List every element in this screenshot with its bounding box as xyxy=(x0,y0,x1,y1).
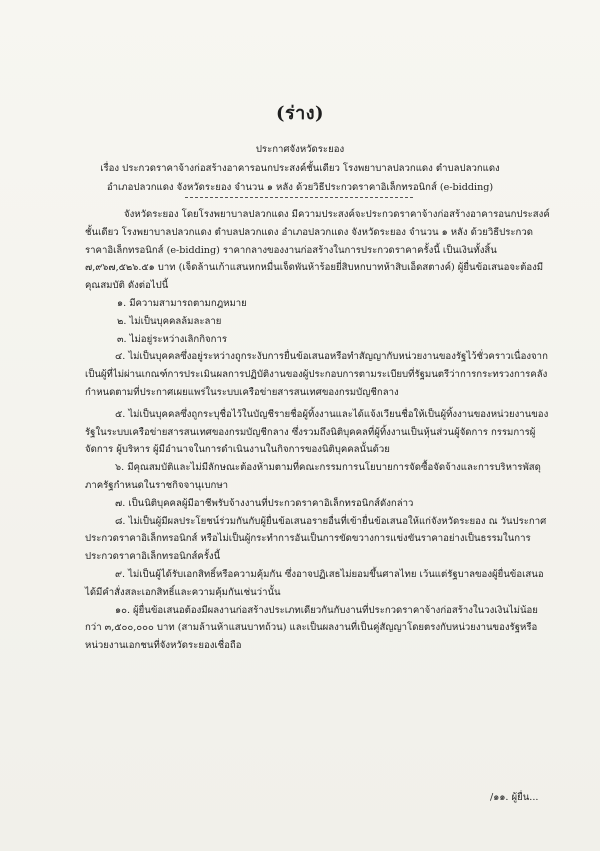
continuation-note: /๑๑. ผู้ยื่น... xyxy=(490,792,539,803)
list-item-6: ๖. มีคุณสมบัติและไม่มีลักษณะต้องห้ามตามที่คณะกรรมการนโยบายการจัดซื้อจัดจ้างและการบริหารพัสดุภาครัฐกำหนดในราชกิจจานุเบกษา xyxy=(85,462,541,491)
list-item-7: ๗. เป็นนิติบุคคลผู้มีอาชีพรับจ้างงานที่ประกวดราคาอิเล็กทรอนิกส์ดังกล่าว xyxy=(115,497,414,509)
list-item-10: ๑๐. ผู้ยื่นข้อเสนอต้องมีผลงานก่อสร้างประเภทเดียวกันกับงานที่ประกวดราคาจ้างก่อสร้างในวงเงินไม่น้อยกว่า ๓,๕๐๐,๐๐๐ บาท (สามล้านห้าแสนบาทถ้วน) และเป็นผลงานที่เป็นคู่สัญญาโดยตรงกับหน่วยงานของรัฐหรือหน่วยงานเอกชนที่จังหวัดระยองเชื่อถือ xyxy=(85,604,538,652)
list-item-9: ๙. ไม่เป็นผู้ได้รับเอกสิทธิ์หรือความคุ้มกัน ซึ่งอาจปฏิเสธไม่ยอมขึ้นศาลไทย เว้นแต่รัฐบาลของผู้ยื่นข้อเสนอได้มีคำสั่งสละเอกสิทธิ์และความคุ้มกันเช่นว่านั้น xyxy=(85,568,544,598)
draft-title: (ร่าง) xyxy=(275,103,325,124)
subject-line: เรื่อง ประกวดราคาจ้างก่อสร้างอาคารอนกประสงค์ชั้นเดียว โรงพยาบาลปลวกแดง ตำบลปลวกแดง xyxy=(100,163,500,174)
announcement-body xyxy=(85,206,550,655)
subject-line-2: อำเภอปลวกแดง จังหวัดระยอง จำนวน ๑ หลัง ด้วยวิธีประกวดราคาอิเล็กทรอนิกส์ (e-bidding) xyxy=(106,182,494,193)
list-item-3: ๓. ไม่อยู่ระหว่างเลิกกิจการ xyxy=(117,333,228,345)
list-item-5: ๕. ไม่เป็นบุคคลซึ่งถูกระบุชื่อไว้ในบัญชีรายชื่อผู้ทิ้งงานและได้แจ้งเวียนชื่อให้เป็นผู้ทิ้งงานของหน่วยงานของรัฐในระบบเครือข่ายสารสนเทศของกรมบัญชีกลาง ซึ่งรวมถึงนิติบุคคลที่ผู้ทิ้งงานเป็นหุ้นส่วนผู้จัดการ กรรมการผู้จัดการ ผู้บริหาร ผู้มีอำนาจในการดำเนินงานในกิจการของนิติบุคคลนั้นด้วย xyxy=(85,408,549,456)
list-item-8: ๘. ไม่เป็นผู้มีผลประโยชน์ร่วมกันกับผู้ยื่นข้อเสนอรายอื่นที่เข้ายื่นข้อเสนอให้แก่จังหวัดระยอง ณ วันประกาศประกวดราคาอิเล็กทรอนิกส์ หรือไม่เป็นผู้กระทำการอันเป็นการขัดขวางการแข่งขันราคาอย่างเป็นธรรมในการประกวดราคาอิเล็กทรอนิกส์ครั้งนี้ xyxy=(85,515,547,563)
issuer-line: ประกาศจังหวัดระยอง xyxy=(255,144,345,155)
divider xyxy=(185,197,413,198)
list-item-4: ๔. ไม่เป็นบุคคลซึ่งอยู่ระหว่างถูกระงับการยื่นข้อเสนอหรือทำสัญญากับหน่วยงานของรัฐไว้ชั่วคราวเนื่องจากเป็นผู้ที่ไม่ผ่านเกณฑ์การประเมินผลการปฏิบัติงานของผู้ประกอบการตามระเบียบที่รัฐมนตรีว่าการกระทรวงการคลังกำหนดตามที่ประกาศเผยแพร่ในระบบเครือข่ายสารสนเทศของกรมบัญชีกลาง xyxy=(85,351,548,398)
announcement-header xyxy=(60,140,540,197)
intro-paragraph: จังหวัดระยอง โดยโรงพยาบาลปลวกแดง มีความประสงค์จะประกวดราคาจ้างก่อสร้างอาคารอนกประสงค์ชั้นเดียว โรงพยาบาลปลวกแดง ตำบลปลวกแดง อำเภอปลวกแดง จังหวัดระยอง จำนวน ๑ หลัง ด้วยวิธีประกวดราคาอิเล็กทรอนิกส์ (e-bidding) ราคากลางของงานก่อสร้างในการประกวดราคาครั้งนี้ เป็นเงินทั้งสิ้น ๗,๙๖๗,๕๒๖.๕๑ บาท (เจ็ดล้านเก้าแสนหกหมื่นเจ็ดพันห้าร้อยยี่สิบหกบาทห้าสิบเอ็ดสตางค์) ผู้ยื่นข้อเสนอจะต้องมีคุณสมบัติ ดังต่อไปนี้ xyxy=(85,209,550,292)
list-item-1: ๑. มีความสามารถตามกฎหมาย xyxy=(117,297,247,309)
list-item-2: ๒. ไม่เป็นบุคคลล้มละลาย xyxy=(117,315,222,327)
